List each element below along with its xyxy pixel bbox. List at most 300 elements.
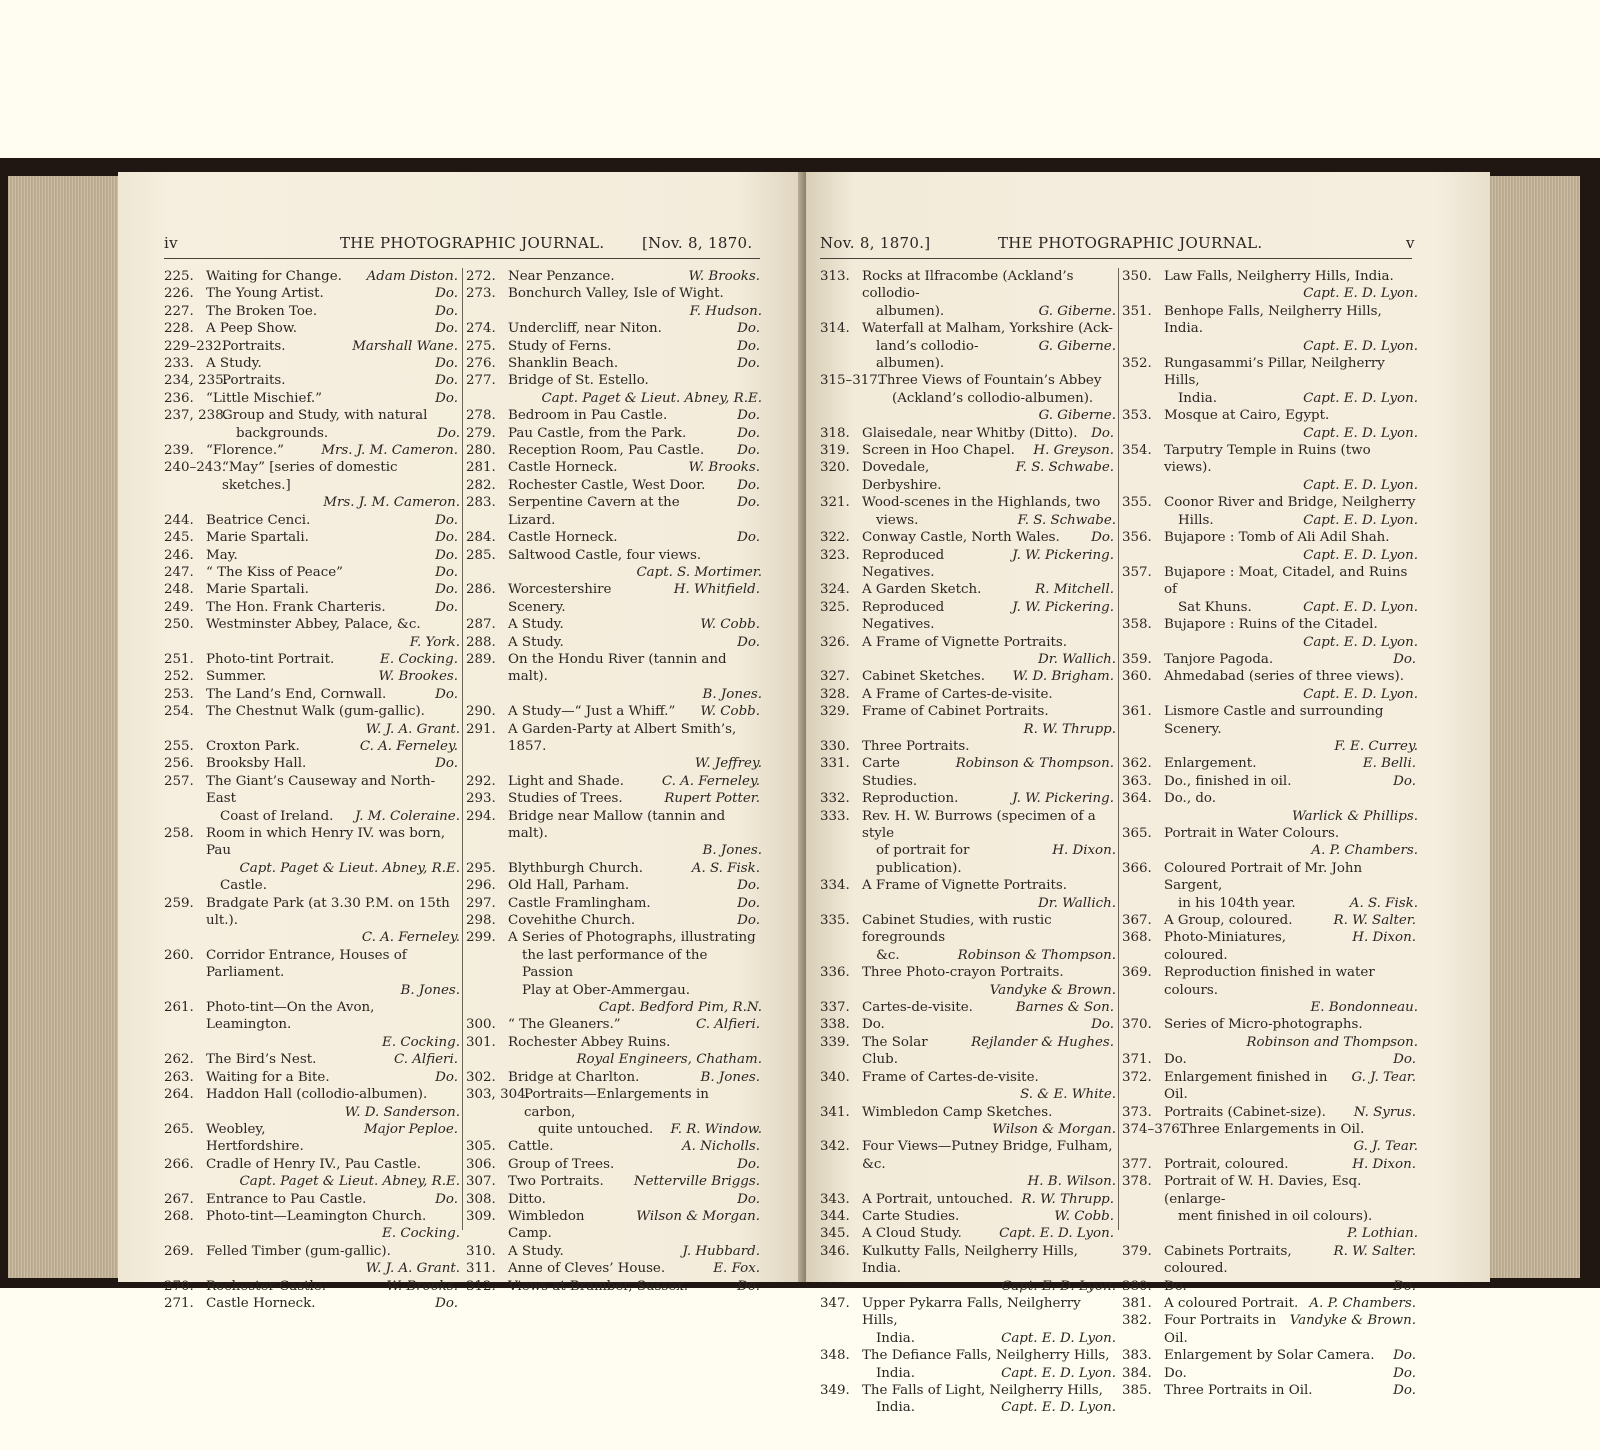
entry-body: [508, 355, 762, 372]
entry-author: Robinson & Thompson.: [957, 947, 1116, 963]
entry-title: [508, 1278, 762, 1295]
entry-title: [862, 686, 1116, 703]
catalogue-entry: [466, 1138, 762, 1155]
entry-author: Capt. E. D. Lyon.: [1303, 599, 1418, 615]
catalogue-entry: [466, 581, 762, 616]
entry-author: Do.: [435, 756, 458, 772]
entry-title: [862, 425, 1116, 442]
entry-body: [508, 442, 762, 459]
catalogue-entry: [164, 616, 460, 651]
entry-title-text: A Group, coloured.: [1164, 913, 1293, 929]
entry-author: W. Brooks.: [688, 460, 760, 476]
entry-body: [1164, 860, 1418, 912]
entry-title-text: Rochester Castle, West Door.: [508, 477, 706, 493]
entry-title: [862, 1208, 1116, 1225]
entry-body: [508, 1278, 762, 1295]
entry-title-text: Marie Spartali.: [206, 530, 309, 546]
entry-body: [1164, 668, 1418, 703]
entry-title-text: Study of Ferns.: [508, 338, 612, 354]
catalogue-entry: [466, 1173, 762, 1190]
catalogue-entry: [1122, 268, 1418, 303]
entry-body: [206, 999, 460, 1051]
entry-title: [508, 581, 762, 616]
entry-number: 245.: [164, 530, 194, 546]
entry-title: [206, 1278, 460, 1295]
catalogue-entry: [820, 912, 1116, 964]
entry-title: [862, 964, 1116, 981]
entry-author: Capt. E. D. Lyon.: [1001, 1330, 1116, 1346]
entry-body: [1164, 755, 1418, 772]
entry-body: [1164, 1104, 1418, 1121]
catalogue-entry: [466, 790, 762, 807]
entry-title: [1164, 564, 1418, 599]
catalogue-entry: [466, 1208, 762, 1243]
entry-title: [206, 999, 460, 1034]
entry-author: Do.: [737, 1278, 760, 1294]
entry-title: [862, 738, 1116, 755]
entry-author: G. J. Tear.: [1353, 1139, 1418, 1155]
entry-author: J. M. Coleraine.: [354, 808, 460, 824]
entry-title-text: Portrait in Water Colours.: [1164, 826, 1340, 841]
catalogue-entry: [466, 1069, 762, 1086]
catalogue-entry: [1122, 1051, 1418, 1068]
entry-number: 377.: [1122, 1156, 1152, 1172]
entry-author: Do.: [737, 356, 760, 372]
entry-body: [862, 1069, 1116, 1104]
entry-author: Vandyke & Brown.: [989, 982, 1116, 998]
entry-author: Robinson & Thompson.: [955, 756, 1114, 772]
entry-title-text: land’s collodio-albumen).: [876, 338, 979, 372]
entry-number: 274.: [466, 321, 496, 337]
entry-author: Do.: [737, 425, 760, 441]
catalogue-entry: [1122, 1173, 1418, 1243]
entry-number: 296.: [466, 878, 496, 894]
entry-number: 355.: [1122, 495, 1152, 511]
catalogue-entry: [1122, 564, 1418, 616]
entry-body: [1164, 268, 1418, 303]
entry-body: [862, 581, 1116, 598]
entry-title-text: Photo-tint—Leamington Church.: [206, 1208, 427, 1224]
entry-body: [862, 1138, 1116, 1190]
entry-body: [1164, 1347, 1418, 1364]
entry-title-text: Corridor Entrance, Houses of Parliament.: [206, 947, 407, 981]
entry-author: Do.: [435, 1295, 458, 1311]
entry-number: 295.: [466, 860, 496, 876]
entry-title-text: Castle Horneck.: [508, 460, 618, 476]
catalogue-entry: [820, 634, 1116, 669]
entry-author: Marshall Wane.: [352, 338, 458, 354]
entry-author: Do.: [435, 512, 458, 528]
entry-title-text: Castle.: [220, 878, 267, 894]
entry-author: A. S. Fisk.: [1349, 895, 1418, 911]
entry-body: [508, 372, 762, 407]
catalogue-entry: [466, 1034, 762, 1069]
entry-title-text: Cradle of Henry IV., Pau Castle.: [206, 1156, 421, 1172]
entry-title: [1164, 790, 1418, 807]
entry-author: Capt. E. D. Lyon.: [1001, 1278, 1116, 1294]
entry-title-text: Mosque at Cairo, Egypt.: [1164, 408, 1330, 424]
entry-title: [1164, 1173, 1418, 1208]
entry-author: R. W. Thrupp.: [1023, 721, 1116, 737]
entry-title-text: Cattle.: [508, 1139, 554, 1155]
entry-title-text: “ The Gleaners.”: [508, 1017, 621, 1033]
entry-body: [1164, 773, 1418, 790]
entry-number: 335.: [820, 913, 850, 929]
entry-author: Do.: [435, 1191, 458, 1207]
entry-title-text: Enlargement finished in Oil.: [1164, 1069, 1328, 1103]
catalogue-entry: [466, 1243, 762, 1260]
catalogue-entry: [164, 390, 460, 407]
entry-title: [508, 634, 762, 651]
entry-title: [206, 599, 460, 616]
catalogue-entry: [164, 372, 460, 389]
entry-author: Do.: [1393, 1365, 1416, 1381]
entry-number: 329.: [820, 704, 850, 720]
entry-number: 309.: [466, 1208, 496, 1224]
catalogue-entry: [466, 459, 762, 476]
entry-title: [508, 860, 762, 877]
entry-title: [206, 390, 460, 407]
entry-author: B. Jones.: [700, 1069, 760, 1085]
entry-body: [206, 442, 460, 459]
entry-body: [862, 494, 1116, 529]
catalogue-entry: [820, 320, 1116, 372]
catalogue-entry: [466, 320, 762, 337]
entry-number: 365.: [1122, 826, 1152, 841]
entry-title-text: Portraits.: [222, 373, 286, 389]
catalogue-entry: [164, 999, 460, 1051]
entry-author: Royal Engineers, Chatham.: [576, 1052, 762, 1068]
entry-body: [508, 929, 762, 1016]
entry-title: [862, 268, 1116, 303]
entry-number: 259.: [164, 895, 194, 911]
entry-number: 297.: [466, 895, 496, 911]
entry-author: A. Nicholls.: [681, 1139, 760, 1155]
catalogue-entry: [164, 686, 460, 703]
entry-title: [508, 355, 762, 372]
entry-title: [508, 477, 762, 494]
entry-title: [206, 947, 460, 982]
entry-title: [862, 668, 1116, 685]
catalogue-entry: [466, 703, 762, 720]
entry-title: [1164, 1295, 1418, 1312]
entry-number: 370.: [1122, 1017, 1152, 1033]
catalogue-entry: [820, 494, 1116, 529]
entry-number: 346.: [820, 1243, 850, 1259]
entry-title-continued: [862, 842, 1116, 877]
entry-body: [1164, 1278, 1418, 1295]
entry-title-text: Covehithe Church.: [508, 913, 636, 929]
entry-number: 307.: [466, 1174, 496, 1190]
entry-number: 349.: [820, 1383, 850, 1398]
entry-number: 233.: [164, 356, 194, 372]
entry-body: [206, 825, 460, 895]
entry-title: [222, 407, 460, 424]
catalogue-entry: [466, 477, 762, 494]
entry-title: [508, 547, 762, 564]
entry-number: 278.: [466, 408, 496, 424]
catalogue-entry: [466, 721, 762, 773]
entry-title: [862, 459, 1116, 494]
entry-number: 262.: [164, 1052, 194, 1068]
catalogue-entry: [820, 442, 1116, 459]
entry-title-text: Two Portraits.: [508, 1174, 604, 1190]
entry-body: [862, 425, 1116, 442]
entry-body: [1164, 442, 1418, 494]
entry-number: 292.: [466, 773, 496, 789]
column: [466, 268, 762, 1294]
entry-number: 328.: [820, 686, 850, 702]
entry-title: [1164, 1104, 1418, 1121]
entry-title-text: Reproduction finished in water colours.: [1164, 965, 1375, 998]
entry-title: [206, 1086, 460, 1103]
entry-author: J. W. Pickering.: [1012, 599, 1114, 615]
entry-number: 249.: [164, 599, 194, 615]
entry-title: [508, 268, 762, 285]
entry-author: N. Syrus.: [1353, 1104, 1416, 1120]
entry-body: [508, 1016, 762, 1033]
entry-title: [508, 1016, 762, 1033]
catalogue-entry: [820, 790, 1116, 807]
entry-number: 385.: [1122, 1383, 1152, 1398]
entry-number: 326.: [820, 634, 850, 650]
catalogue-entry: [164, 581, 460, 598]
entry-number: 308.: [466, 1191, 496, 1207]
catalogue-entry: [164, 651, 460, 668]
catalogue-entry: [1122, 1382, 1418, 1399]
catalogue-entry: [164, 407, 460, 442]
entry-author: S. & E. White.: [1020, 1087, 1116, 1103]
entry-number: 226.: [164, 286, 194, 302]
entry-title-continued: [878, 390, 1116, 407]
catalogue-entry: [820, 1295, 1116, 1347]
entry-body: [508, 634, 762, 651]
entry-author: Do.: [435, 530, 458, 546]
catalogue-entry: [164, 1156, 460, 1191]
catalogue-entry: [164, 599, 460, 616]
entry-number: 382.: [1122, 1313, 1152, 1329]
entry-author: J. Hubbard.: [682, 1243, 760, 1259]
entry-body: [206, 616, 460, 651]
entry-author: Do.: [737, 408, 760, 424]
entry-body: [206, 1295, 460, 1312]
entry-author: Robinson and Thompson.: [1246, 1034, 1418, 1050]
entry-number: 284.: [466, 530, 496, 546]
catalogue-entry: [466, 355, 762, 372]
entry-body: [1164, 1051, 1418, 1068]
entry-body: [878, 372, 1116, 424]
entry-body: [508, 285, 762, 320]
catalogue-entry: [820, 1225, 1116, 1242]
entry-title: [222, 338, 460, 355]
entry-title-text: Studies of Trees.: [508, 791, 623, 807]
entry-title: [1164, 407, 1418, 424]
entry-title-text: “Florence.”: [206, 443, 284, 459]
entry-author: Capt. S. Mortimer.: [636, 564, 762, 580]
entry-body: [508, 1191, 762, 1208]
entry-title-text: Cartes-de-visite.: [862, 1000, 973, 1016]
catalogue-entry: [820, 268, 1116, 320]
entry-title: [206, 895, 460, 930]
entry-title-text: “Little Mischief.”: [206, 390, 323, 406]
entry-number: 260.: [164, 947, 194, 963]
entry-title-text: A Study.: [508, 634, 564, 650]
catalogue-entry: [466, 1260, 762, 1277]
header-rule: [820, 258, 1412, 259]
entry-author: C. A. Ferneley.: [661, 773, 760, 789]
entry-author: B. Jones.: [702, 843, 762, 859]
entry-author: Dr. Wallich.: [1038, 651, 1116, 667]
entry-body: [508, 425, 762, 442]
entry-title-text: Tarputry Temple in Ruins (two views).: [1164, 443, 1371, 476]
entry-author: G. Giberne.: [1038, 408, 1116, 424]
entry-number: 254.: [164, 704, 194, 720]
catalogue-entry: [820, 738, 1116, 755]
entry-title-text: Serpentine Cavern at the Lizard.: [508, 495, 680, 528]
entry-author: Capt. E. D. Lyon.: [1303, 425, 1418, 441]
entry-title-text: Marie Spartali.: [206, 582, 309, 598]
entry-title-text: A Cloud Study.: [862, 1226, 962, 1242]
entry-author: A. S. Fisk.: [691, 860, 760, 876]
entry-title-text: The Chestnut Walk (gum-gallic).: [206, 704, 425, 720]
entry-author: W. Brooks.: [386, 1278, 458, 1294]
entry-number: 364.: [1122, 791, 1152, 807]
entry-number: 267.: [164, 1191, 194, 1207]
entry-title-text: Three Views of Fountain’s Abbey: [878, 373, 1102, 389]
entry-title: [508, 808, 762, 843]
entry-title-text: Wimbledon Camp Sketches.: [862, 1104, 1053, 1120]
entry-author: Do.: [1393, 773, 1416, 789]
entry-title-text: Pau Castle, from the Park.: [508, 425, 687, 441]
entry-title-text: Frame of Cartes-de-visite.: [862, 1069, 1039, 1085]
entry-body: [508, 547, 762, 582]
entry-author: Do.: [737, 338, 760, 354]
entry-number: 250.: [164, 617, 194, 633]
entry-author: Barnes & Son.: [1015, 1000, 1114, 1016]
entry-number: 303, 304.: [466, 1087, 530, 1103]
entry-title: [1164, 912, 1418, 929]
entry-body: [862, 686, 1116, 703]
entry-title-text: Coast of Ireland.: [220, 808, 334, 824]
entry-title-text: Portraits (Cabinet-size).: [1164, 1104, 1326, 1120]
entry-body: [206, 651, 460, 668]
entry-title-continued: [862, 947, 1116, 964]
entry-title-continued: [206, 808, 460, 825]
entry-title-text: Saltwood Castle, four views.: [508, 547, 702, 563]
entry-author: Vandyke & Brown.: [1289, 1313, 1416, 1329]
entry-title: [1164, 651, 1418, 668]
entry-number: 383.: [1122, 1348, 1152, 1364]
entry-title-text: Bonchurch Valley, Isle of Wight.: [508, 286, 724, 302]
entry-title-continued: Play at Ober-Ammergau.: [522, 982, 690, 998]
entry-body: [206, 947, 460, 999]
entry-title-text: Dovedale, Derbyshire.: [862, 460, 942, 493]
entry-title-text: Do.: [862, 1017, 885, 1033]
entry-title-text: Photo-tint Portrait.: [206, 651, 335, 667]
entry-body: [862, 547, 1116, 582]
catalogue-entry: [164, 1295, 460, 1312]
entry-number: 239.: [164, 443, 194, 459]
entry-title: [508, 459, 762, 476]
catalogue-entry: [164, 303, 460, 320]
entry-title: [862, 634, 1116, 651]
entry-title-continued: [206, 860, 460, 895]
entry-title-text: Reproduced Negatives.: [862, 547, 945, 580]
catalogue-entry: [1122, 651, 1418, 668]
entry-number: 343.: [820, 1191, 850, 1207]
entry-author: H. Dixon.: [1352, 930, 1416, 946]
entry-title: [1164, 1347, 1418, 1364]
entry-title: [508, 1243, 762, 1260]
entry-title-text: Hills.: [1178, 512, 1214, 528]
entry-body: [862, 964, 1116, 999]
entry-number: 336.: [820, 965, 850, 981]
entry-title-text: Blythburgh Church.: [508, 860, 644, 876]
catalogue-entry: [820, 877, 1116, 912]
catalogue-entry: [164, 755, 460, 772]
entry-title: [206, 668, 460, 685]
entry-title: [206, 686, 460, 703]
entry-title: [222, 372, 460, 389]
catalogue-entry: [1122, 755, 1418, 772]
entry-title: [508, 790, 762, 807]
catalogue-entry: [164, 547, 460, 564]
entry-title: [862, 808, 1116, 843]
entry-number: 324.: [820, 582, 850, 598]
catalogue-entry: [164, 1051, 460, 1068]
entry-number: 353.: [1122, 408, 1152, 424]
entry-author: E. Belli.: [1362, 756, 1416, 772]
entry-title-text: Photo-Miniatures, coloured.: [1164, 930, 1287, 963]
catalogue-entry: [1122, 1104, 1418, 1121]
catalogue-entry: [466, 268, 762, 285]
entry-body: [524, 1086, 762, 1138]
entry-title: [1164, 1382, 1418, 1399]
entry-author: Do.: [435, 582, 458, 598]
entry-author: J. W. Pickering.: [1012, 547, 1114, 563]
catalogue-entry: [1122, 1016, 1418, 1051]
catalogue-entry: [820, 1069, 1116, 1104]
entry-title-continued: [508, 947, 762, 982]
entry-author: E. Cocking.: [380, 651, 458, 667]
entry-title: [206, 529, 460, 546]
entry-title-text: The Land’s End, Cornwall.: [206, 686, 387, 702]
entry-title-continued: [862, 303, 1116, 320]
entry-title: [206, 355, 460, 372]
entry-title-text: A Portrait, untouched.: [862, 1191, 1013, 1207]
entry-title-text: Four Portraits in Oil.: [1164, 1313, 1277, 1346]
entry-body: [1164, 355, 1418, 407]
entry-title: [508, 407, 762, 424]
entry-number: 280.: [466, 443, 496, 459]
entry-title-text: Bradgate Park (at 3.30 P.M. on 15th ult.).: [206, 895, 450, 929]
entry-author: W. Cobb.: [1054, 1208, 1114, 1224]
entry-body: [1164, 1382, 1418, 1399]
left-page: [118, 172, 806, 1311]
entry-body: [862, 459, 1116, 494]
left-page-header: [164, 234, 764, 256]
entry-title: [862, 1295, 1116, 1330]
entry-number: 311.: [466, 1261, 496, 1277]
entry-number: 357.: [1122, 564, 1152, 580]
catalogue-entry: [1122, 1312, 1418, 1347]
entry-title: [862, 581, 1116, 598]
entry-title: [862, 999, 1116, 1016]
entry-author: Capt. E. D. Lyon.: [1303, 390, 1418, 406]
entry-body: [1164, 1243, 1418, 1278]
entry-author: Dr. Wallich.: [1038, 895, 1116, 911]
entry-title: [206, 268, 460, 285]
